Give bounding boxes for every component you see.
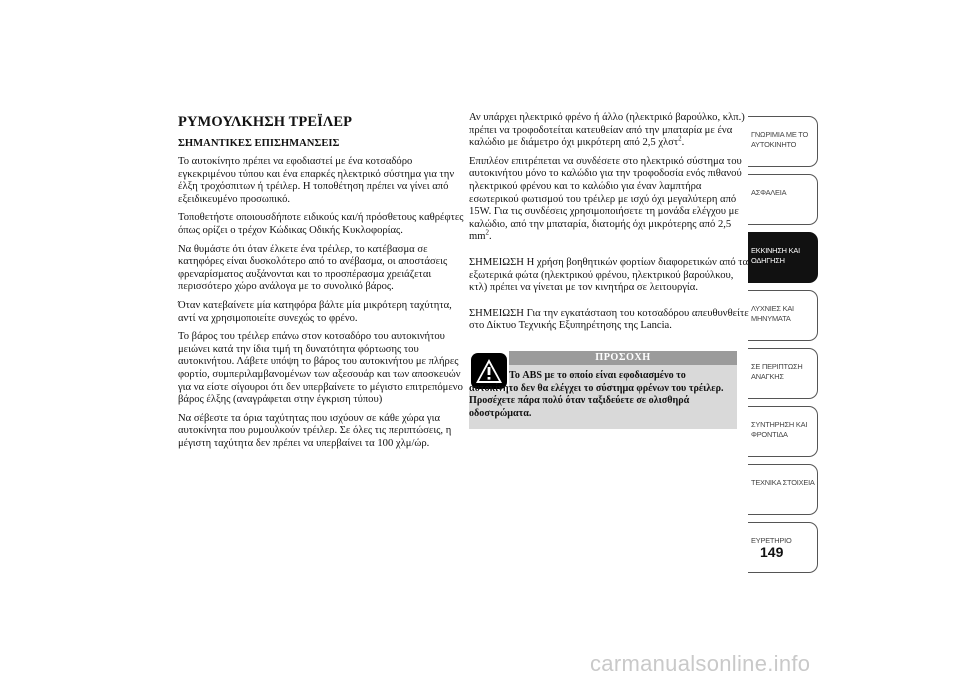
warning-box [469,351,737,429]
tab-emergency[interactable]: ΣΕ ΠΕΡΙΠΤΩΣΗ ΑΝΑΓΚΗΣ [748,348,818,399]
tab-maintenance[interactable]: ΣΥΝΤΗΡΗΣΗ ΚΑΙ ΦΡΟΝΤΙΔΑ [748,406,818,457]
warning-heading: ΠΡΟΣΟΧΗ [509,351,737,365]
tab-warning-lights[interactable]: ΛΥΧΝΙΕΣ ΚΑΙ ΜΗΝΥΜΑΤΑ [748,290,818,341]
page-number: 149 [760,544,784,560]
paragraph: Το βάρος του τρέιλερ επάνω στον κοτσαδόρο του αυτοκινήτου μειώνει κατά την ίδια τιμή τη δυνατότητα φόρτωσης του αυτοκινήτου. Λάβετε υπόψη το βάρος του αυτοκινήτου με πλήρες φορτίο, συμπεριλαμβανομένων των αξεσουάρ και των αποσκευών για να είστε σίγουροι ότι δεν υπερβαίνετε το μέγιστο επιτρεπόμενο βάρος έλξης (αναγράφεται στην έγκριση τύπου) [178,331,463,406]
watermark: carmanualsonline.info [590,651,811,676]
paragraph: Επιπλέον επιτρέπεται να συνδέσετε στο ηλεκτρικό σύστημα του αυτοκινήτου μόνο το καλώδιο για την τροφοδοσία ενός πιθανού ηλεκτρικού φρένου και το καλώδιο για έναν λαμπτήρα εσωτερικού φωτισμού του τρέιλερ με ισχύ όχι μεγαλύτερη από 15W. Για τις συνδέσεις χρησιμοποιήσετε τη μονάδα ελέγχου με καλώδιο, από την μπαταρία, διατομής όχι μικρότερης από 2,5 $mm^2$. [469,155,742,243]
paragraph: Να σέβεστε τα όρια ταχύτητας που ισχύουν σε κάθε χώρα για αυτοκίνητα που ρυμουλκούν τρέιλερ. Σε όλες τις περιπτώσεις, η μέγιστη ταχύτητα δεν πρέπει να υπερβαίνει τα 100 χλμ/ώρ. [178,412,452,449]
tab-safety[interactable]: ΑΣΦΑΛΕΙΑ [748,174,818,225]
warning-text: Το ABS με το οποίο είναι εφοδιασμένο το αυτοκίνητο δεν θα ελέγχει το σύστημα φρένων του τρέιλερ. Προσέχετε πάρα πολύ όταν ταξιδεύετε σε ολισθηρά οδοστρώματα. [469,369,724,419]
tab-starting-and-driving[interactable]: ΕΚΚΙΝΗΣΗ ΚΑΙ ΟΔΗΓΗΣΗ [748,232,818,283]
right-column [469,112,751,429]
tab-getting-to-know[interactable]: ΓΝΩΡΙΜΙΑ ΜΕ ΤΟ ΑΥΤΟΚΙΝΗΤΟ [748,116,818,167]
paragraph: Τοποθετήστε οποιουσδήποτε ειδικούς και/ή πρόσθετους καθρέφτες όπως ορίζει ο τρέχον Κώδικας Οδικής Κυκλοφορίας. [178,212,464,236]
paragraph: Όταν κατεβαίνετε μία κατηφόρα βάλτε μία μικρότερη ταχύτητα, αντί να χρησιμοποιείτε συνεχώς το φρένο. [178,299,452,324]
paragraph: Να θυμάστε ότι όταν έλκετε ένα τρέιλερ, το κατέβασμα σε κατηφόρες είναι δυσκολότερο από το ανέβασμα, οι αποστάσεις φρεναρίσματος αυξάνονται και το προσπέρασμα χρειάζεται περισσότερο χώρο ανάλογα με το συνολικό βάρος. [178,243,448,293]
section-subtitle: ΣΗΜΑΝΤΙΚΕΣ ΕΠΙΣΗΜΑΝΣΕΙΣ [178,138,340,149]
left-column [178,112,468,456]
paragraph: Το αυτοκίνητο πρέπει να εφοδιαστεί με ένα κοτσαδόρο εγκεκριμένου τύπου και ένα επαρκές ηλεκτρικό σύστημα για την έλξη τροχόσπιτων ή τρέιλερ. Η τοποθέτηση πρέπει να γίνει από εξειδικευμένο προσωπικό. [178,156,455,205]
section-title: ΡΥΜΟΥΛΚΗΣΗ ΤΡΕΪΛΕΡ [178,114,353,130]
chapter-tabs [748,116,818,580]
tab-technical-data[interactable]: ΤΕΧΝΙΚΑ ΣΤΟΙΧΕΙΑ [748,464,818,515]
paragraph: Αν υπάρχει ηλεκτρικό φρένο ή άλλο (ηλεκτρικό βαρούλκο, κλπ.) πρέπει να τροφοδοτείται κατευθείαν από την μπαταρία με ένα καλώδιο με διάμετρο όχι μικρότερη από 2,5 χλστ$^2$. [469,112,745,149]
note-paragraph: ΣΗΜΕΙΩΣΗ Η χρήση βοηθητικών φορτίων διαφορετικών από τα εξωτερικά φώτα (ηλεκτρικού φρένου, ηλεκτρικού βαρούλκου, κτλ) πρέπει να γίνεται με τον κινητήρα σε λειτουργία. [469,256,749,294]
tab-index[interactable]: ΕΥΡΕΤΗΡΙΟ [748,522,818,573]
note-paragraph: ΣΗΜΕΙΩΣΗ Για την εγκατάσταση του κοτσαδόρου απευθυνθείτε στο Δίκτυο Τεχνικής Εξυπηρέτησης της Lancia. [469,307,749,332]
